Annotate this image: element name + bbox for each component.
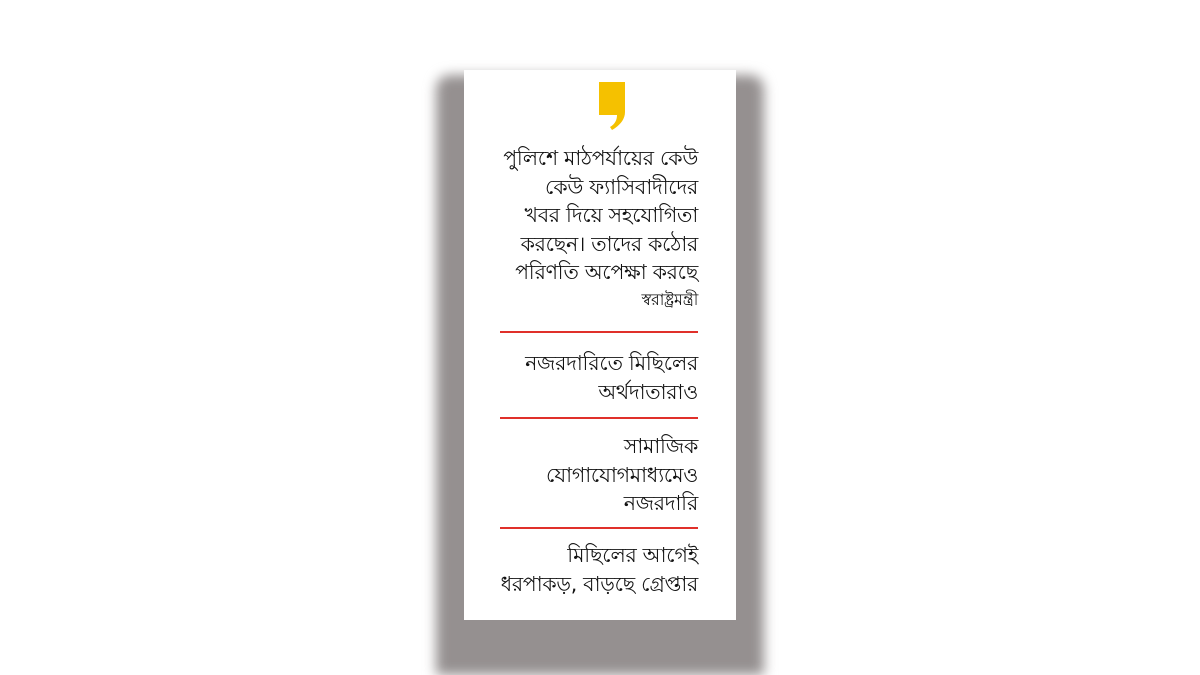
quote-line: কেউ ফ্যাসিবাদীদের bbox=[545, 174, 698, 199]
headline-line: ধরপাকড়, বাড়ছে গ্রেপ্তার bbox=[500, 571, 698, 596]
quote-line: পুলিশে মাঠপর্যায়ের কেউ bbox=[503, 146, 698, 170]
quote-line: করছেন। তাদের কঠোর bbox=[520, 231, 698, 256]
headline-2 bbox=[500, 432, 698, 518]
divider bbox=[500, 417, 698, 419]
quote-line: খবর দিয়ে সহযোগিতা bbox=[524, 203, 698, 227]
headline-line: মিছিলের আগেই bbox=[567, 543, 698, 567]
divider bbox=[500, 331, 698, 333]
headline-line: নজরদারিতে মিছিলের bbox=[525, 351, 698, 375]
sidebar-card bbox=[464, 70, 736, 620]
quote-attribution: স্বরাষ্ট্রমন্ত্রী bbox=[641, 290, 698, 309]
headline-line: অর্থদাতারাও bbox=[598, 379, 698, 404]
quote-mark-icon bbox=[597, 82, 625, 130]
quote-text bbox=[500, 144, 698, 287]
divider bbox=[500, 527, 698, 529]
headline-line: নজরদারি bbox=[623, 491, 698, 515]
headline-line: যোগাযোগমাধ্যমেও bbox=[546, 462, 698, 487]
headline-3 bbox=[500, 541, 698, 598]
headline-1 bbox=[500, 349, 698, 406]
headline-line: সামাজিক bbox=[623, 434, 698, 458]
quote-line: পরিণতি অপেক্ষা করছে bbox=[515, 260, 698, 284]
